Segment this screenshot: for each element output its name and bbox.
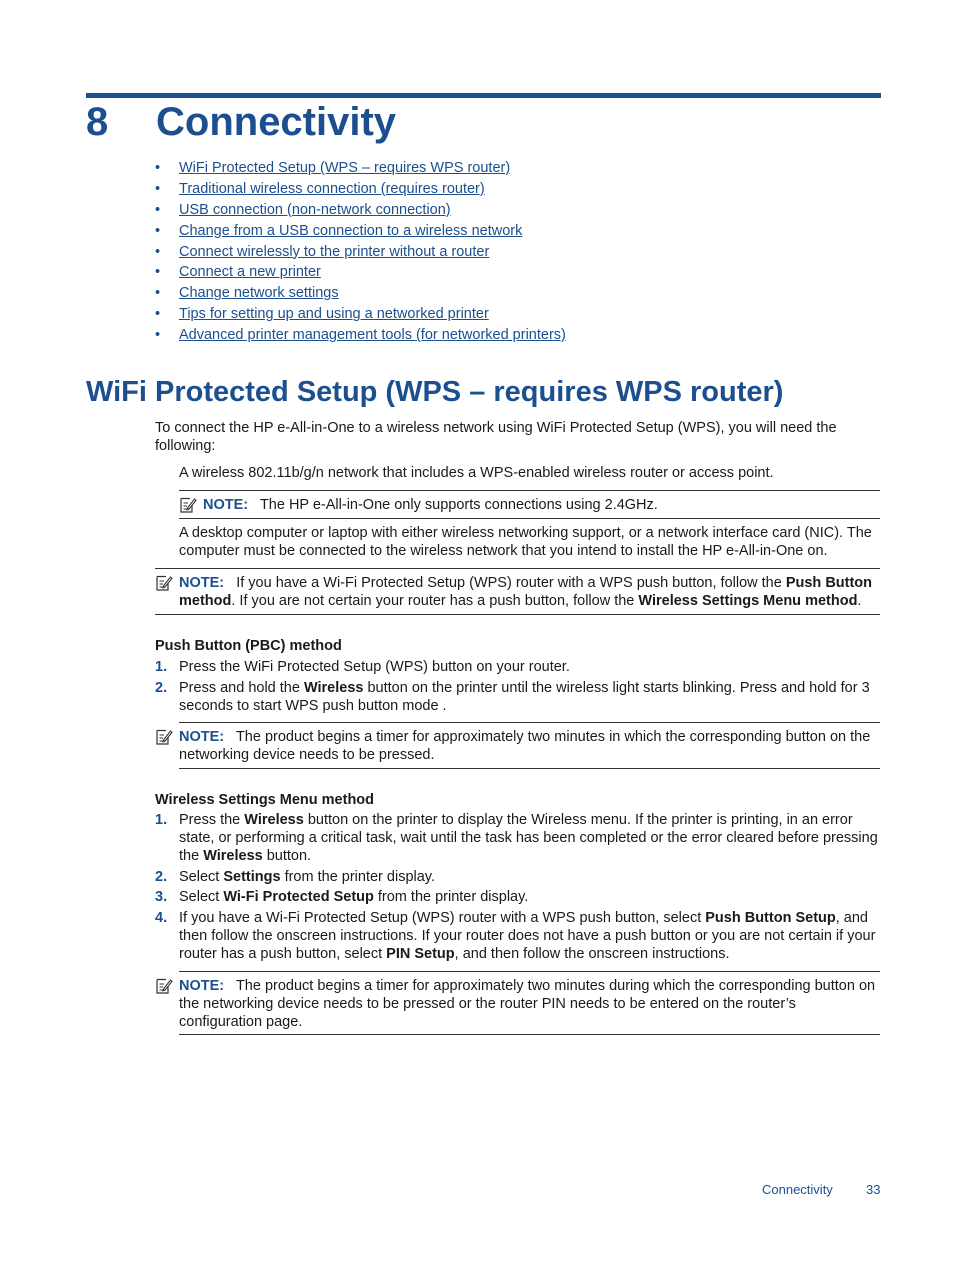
requirement-computer: A desktop computer or laptop with either wireless networking support, or a network interface card (NIC). The computer must be connected to the wireless network that you intend to install the HP e-All-in-One on. xyxy=(179,525,872,559)
note-icon xyxy=(155,728,173,746)
toc-link-usb[interactable]: USB connection (non-network connection) xyxy=(179,201,451,218)
note-label: NOTE: xyxy=(179,978,225,994)
wsm-heading: Wireless Settings Menu method xyxy=(155,792,375,808)
toc-item: • Change from a USB connection to a wireless network xyxy=(155,222,523,239)
step-item: 2. Press and hold the Wireless button on the printer until the wireless light starts blinking. Press and hold for 3 seconds to start WPS push button mode . xyxy=(155,679,870,714)
note-icon xyxy=(155,574,173,592)
toc-item: • USB connection (non-network connection) xyxy=(155,201,451,218)
toc-link-traditional-wireless[interactable]: Traditional wireless connection (requires router) xyxy=(179,180,485,197)
toc-item: • Tips for setting up and using a networked printer xyxy=(155,306,489,323)
chapter-title-text: Connectivity xyxy=(156,100,397,144)
toc-item: • Change network settings xyxy=(155,285,339,302)
step-item: 1. Press the Wireless button on the printer to display the Wireless menu. If the printer is printing, in an error state, or performing a critical task, wait until the task has been completed or the error cleared before pressing the Wireless button. xyxy=(155,812,878,864)
footer-section-name: Connectivity xyxy=(762,1182,833,1197)
toc-link-network-settings[interactable]: Change network settings xyxy=(179,285,339,302)
toc-link-tips[interactable]: Tips for setting up and using a networked printer xyxy=(179,306,489,323)
step-item: 2. Select Settings from the printer display. xyxy=(155,868,436,885)
pbc-steps xyxy=(155,658,880,717)
note-text: The product begins a timer for approximately two minutes in which the corresponding button on the networking device needs to be pressed. xyxy=(179,729,871,763)
note-icon xyxy=(155,977,173,995)
note-wsm-timer xyxy=(179,971,880,1035)
footer-page-number: 33 xyxy=(866,1182,881,1197)
note-pbc-timer xyxy=(179,722,880,769)
note-wps-methods: NOTE: If you have a Wi-Fi Protected Setup (WPS) router with a WPS push button, follow the Push Button method. If you are not certain your router has a push button, follow the Wireless Settings Menu method. xyxy=(155,568,880,615)
toc-link-without-router[interactable]: Connect wirelessly to the printer without a router xyxy=(179,243,490,260)
toc-item: • WiFi Protected Setup (WPS – requires WPS router) xyxy=(155,160,511,176)
note-label: NOTE: xyxy=(179,575,225,591)
toc-item: • Connect wirelessly to the printer without a router xyxy=(155,243,490,260)
note-2-4ghz xyxy=(179,490,880,519)
requirement-wireless-network: A wireless 802.11b/g/n network that includes a WPS-enabled wireless router or access point. xyxy=(179,465,774,481)
wireless-settings-method-ref: Wireless Settings Menu method xyxy=(638,593,858,609)
toc-item: • Traditional wireless connection (requires router) xyxy=(155,180,485,197)
chapter-title xyxy=(86,96,396,148)
pbc-heading: Push Button (PBC) method xyxy=(155,638,342,654)
note-label: NOTE: xyxy=(179,729,225,745)
step-item: 3. Select Wi-Fi Protected Setup from the printer display. xyxy=(155,889,529,905)
toc-link-new-printer[interactable]: Connect a new printer xyxy=(179,264,321,281)
note-icon xyxy=(179,496,197,514)
step-item: 4. If you have a Wi-Fi Protected Setup (WPS) router with a WPS push button, select Push Button Setup, and then follow the onscreen instructions. If your router does not have a push button or you are not certain if your router has a push button, select PIN Setup, and then follow the onscreen instructions. xyxy=(155,909,876,962)
step-item: 1. Press the WiFi Protected Setup (WPS) button on your router. xyxy=(155,659,570,675)
toc-link-wps[interactable]: WiFi Protected Setup (WPS – requires WPS router) xyxy=(179,160,511,176)
intro-paragraph: To connect the HP e-All-in-One to a wireless network using WiFi Protected Setup (WPS), you will need the following: xyxy=(155,420,837,454)
note-text: The product begins a timer for approximately two minutes during which the corresponding button on the networking device needs to be pressed or the router PIN needs to be entered on the router’s configuration page. xyxy=(179,978,876,1030)
chapter-number: 8 xyxy=(86,100,109,144)
chapter-toc xyxy=(155,158,566,346)
toc-link-advanced-tools[interactable]: Advanced printer management tools (for networked printers) xyxy=(179,327,566,344)
push-button-method-ref: Push Button method xyxy=(179,575,873,609)
toc-item: • Connect a new printer xyxy=(155,264,321,281)
toc-link-usb-to-wireless[interactable]: Change from a USB connection to a wireless network xyxy=(179,222,523,239)
section-title: WiFi Protected Setup (WPS – requires WPS router) xyxy=(86,376,784,408)
wsm-steps xyxy=(155,811,880,965)
toc-item: • Advanced printer management tools (for networked printers) xyxy=(155,327,566,344)
note-text: The HP e-All-in-One only supports connections using 2.4GHz. xyxy=(259,497,658,513)
note-label: NOTE: xyxy=(203,497,249,513)
